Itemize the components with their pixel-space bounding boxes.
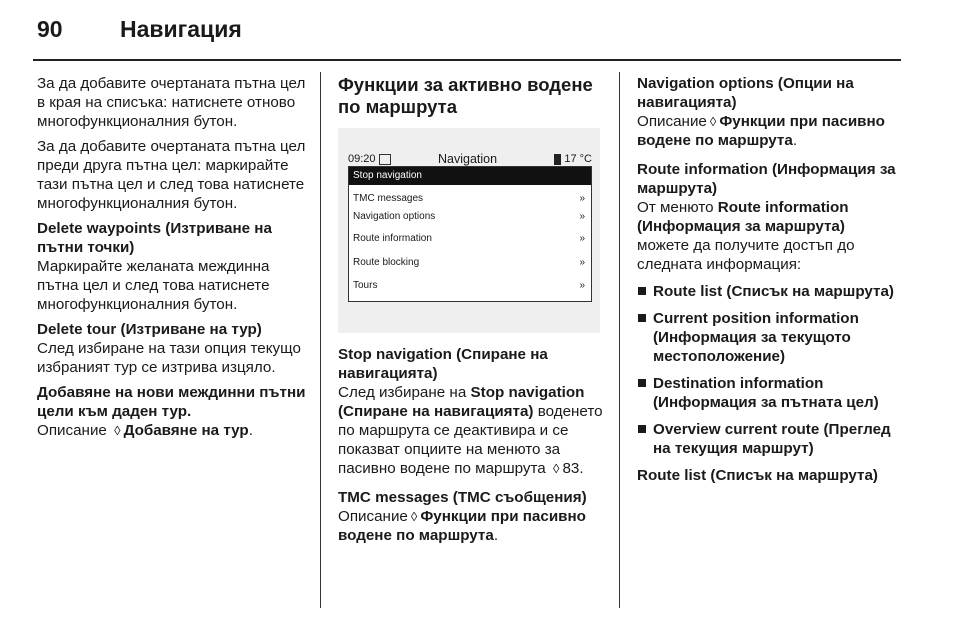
menu-item-label: Route blocking bbox=[353, 257, 420, 268]
reference-arrow-icon: ◊ bbox=[114, 423, 121, 438]
text: можете да получите достъп до следната информация: bbox=[637, 237, 855, 273]
heading-route-information: Route information (Информация за маршрута) bbox=[637, 161, 896, 197]
list-item: Route list (Списък на маршрута) bbox=[637, 282, 899, 301]
column-3 bbox=[637, 74, 899, 491]
menu-item-navigation-options[interactable] bbox=[349, 208, 591, 226]
heading-stop-navigation: Stop navigation (Спиране на навигацията) bbox=[338, 346, 548, 382]
temp-text: 17 °C bbox=[564, 153, 592, 165]
menu-reference: Route information (Информация за маршрута) bbox=[637, 199, 849, 235]
reference-arrow-icon: ◊ bbox=[410, 509, 418, 524]
menu-item-label: Stop navigation bbox=[353, 170, 422, 181]
menu-item-tours[interactable] bbox=[349, 277, 591, 295]
column-divider-2 bbox=[619, 72, 620, 608]
chevron-right-icon: » bbox=[579, 280, 585, 291]
heading-add-waypoints: Добавяне на нови междинни пътни цели към даден тур. bbox=[37, 384, 306, 420]
period: . bbox=[792, 132, 798, 149]
screen-title: Navigation bbox=[438, 152, 498, 166]
section-add-waypoints bbox=[37, 383, 309, 440]
menu-item-stop-navigation[interactable] bbox=[349, 167, 591, 185]
page-header bbox=[0, 0, 960, 62]
menu-item-label: TMC messages bbox=[353, 193, 424, 204]
text: От менюто bbox=[637, 199, 714, 216]
heading-active-guidance: Функции за активно водене по маршрута bbox=[338, 74, 593, 117]
desc-label: Описание bbox=[37, 422, 107, 439]
heading-route-list: Route list (Списък на маршрута) bbox=[637, 467, 878, 484]
heading-navigation-options: Navigation options (Опции на навигацията) bbox=[637, 75, 854, 111]
list-item: Overview current route (Преглед на текущия маршрут) bbox=[637, 420, 899, 458]
paragraph: След избиране на тази опция текущо избраният тур се изтрива изцяло. bbox=[37, 340, 301, 376]
desc-label: Описание bbox=[338, 508, 408, 525]
screen-menu bbox=[348, 166, 592, 302]
menu-item-label: Navigation options bbox=[353, 211, 436, 222]
section-delete-waypoints bbox=[37, 219, 309, 314]
section-navigation-options bbox=[637, 74, 899, 150]
desc-label: Описание bbox=[637, 113, 707, 130]
heading-tmc-messages: TMC messages (TMC съобщения) bbox=[338, 489, 587, 506]
menu-item-label: Tours bbox=[353, 280, 378, 291]
column-2 bbox=[338, 74, 604, 551]
route-info-list bbox=[637, 282, 899, 458]
period: . bbox=[493, 527, 499, 544]
page-reference[interactable]: 83. bbox=[562, 460, 584, 477]
time-text: 09:20 bbox=[348, 153, 376, 165]
navigation-screen-image bbox=[338, 128, 600, 333]
reference-link[interactable]: Добавяне на тур bbox=[123, 422, 249, 439]
list-item: Current position information (Информация за текущото местоположение) bbox=[637, 309, 899, 366]
header-rule bbox=[33, 59, 901, 61]
heading-delete-waypoints: Delete waypoints (Изтриване на пътни точки) bbox=[37, 220, 272, 256]
reference-arrow-icon: ◊ bbox=[709, 114, 717, 129]
list-item: Destination information (Информация за пътната цел) bbox=[637, 374, 899, 412]
page-number: 90 bbox=[37, 16, 63, 42]
paragraph: За да добавите очертаната пътна цел в края на списъка: натиснете отново многофункционалния бутон. bbox=[37, 75, 306, 130]
screen-status-bar bbox=[348, 150, 592, 166]
menu-item-label: Route information bbox=[353, 233, 432, 244]
menu-item-route-blocking[interactable] bbox=[349, 254, 591, 272]
menu-item-route-information[interactable] bbox=[349, 230, 591, 248]
chevron-right-icon: » bbox=[579, 193, 585, 204]
heading-delete-tour: Delete tour (Изтриване на тур) bbox=[37, 321, 262, 338]
chevron-right-icon: » bbox=[579, 233, 585, 244]
menu-item-tmc-messages[interactable] bbox=[349, 190, 591, 208]
text: воденето по маршрута се деактивира и се показват опциите на менюто за пасивно водене по маршрута bbox=[338, 403, 603, 477]
section-tmc-messages bbox=[338, 488, 604, 545]
paragraph: За да добавите очертаната пътна цел преди друга пътна цел: маркирайте тази пътна цел и след това натиснете многофункционалния бутон. bbox=[37, 138, 306, 212]
text: След избиране на bbox=[338, 384, 467, 401]
menu-reference: Stop navigation (Спиране на навигацията) bbox=[338, 384, 585, 420]
period: . bbox=[248, 422, 253, 439]
section-delete-tour bbox=[37, 320, 309, 377]
column-1 bbox=[37, 74, 309, 446]
battery-icon bbox=[554, 154, 561, 165]
reference-arrow-icon: ◊ bbox=[553, 461, 560, 476]
column-divider-1 bbox=[320, 72, 321, 608]
reference-link[interactable]: Функции при пасивно водене по маршрута bbox=[338, 508, 586, 544]
page-title: Навигация bbox=[120, 16, 242, 42]
reference-link[interactable]: Функции при пасивно водене по маршрута bbox=[637, 113, 885, 149]
section-route-information bbox=[637, 160, 899, 274]
paragraph: Маркирайте желаната междинна пътна цел и след това натиснете многофункционалния бутон. bbox=[37, 258, 270, 313]
section-stop-navigation bbox=[338, 345, 604, 478]
chevron-right-icon: » bbox=[579, 257, 585, 268]
check-icon bbox=[379, 154, 391, 165]
chevron-right-icon: » bbox=[579, 211, 585, 222]
